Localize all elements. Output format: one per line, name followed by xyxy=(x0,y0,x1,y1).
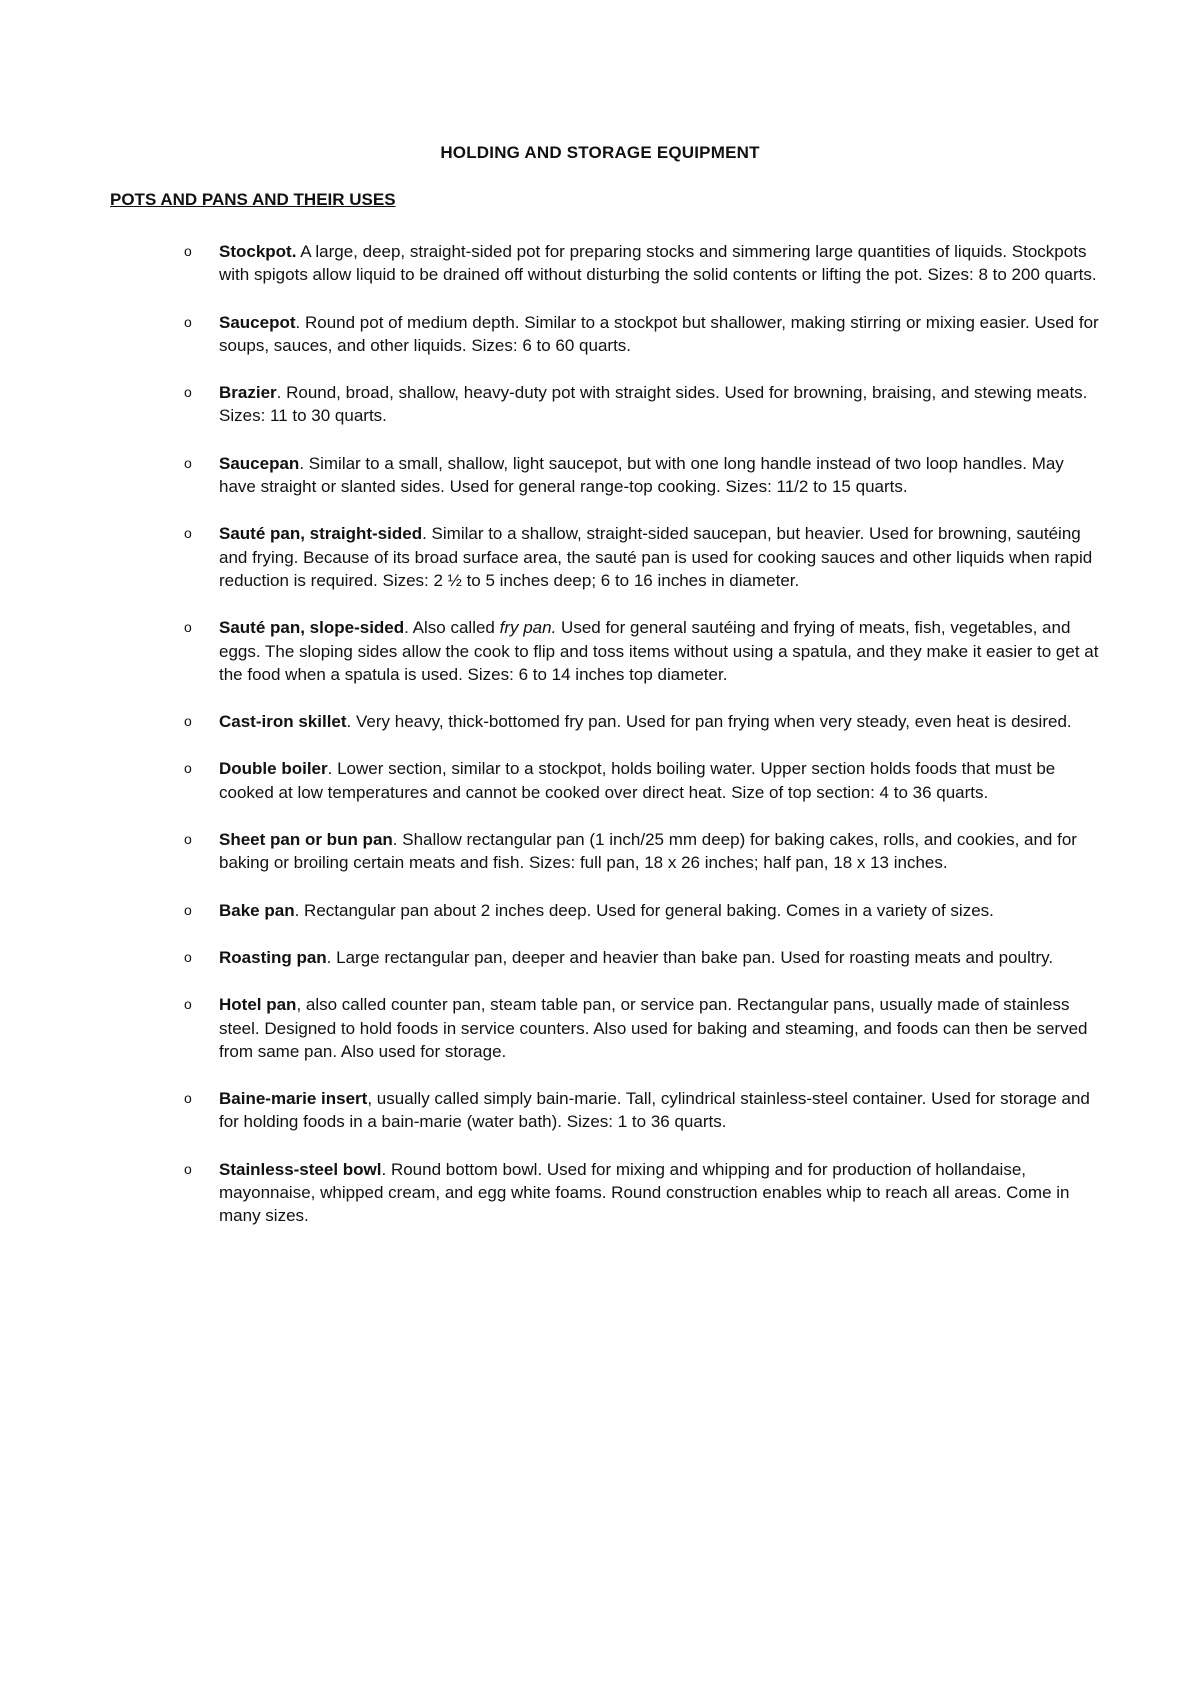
item-term: Sauté pan, slope-sided xyxy=(219,618,405,638)
item-term: Bake pan xyxy=(219,900,295,920)
list-item xyxy=(0,240,1099,287)
list-item xyxy=(0,522,1099,592)
item-description: A large, deep, straight-sided pot for preparing stocks and simmering large quantities of liquids. Stockpots with spigots allow liquid to be drained off without disturbing the solid contents or lifting the pot. Sizes: 8 to 200 quarts. xyxy=(219,242,1097,285)
item-term: Sheet pan or bun pan xyxy=(219,830,393,850)
list-item xyxy=(0,381,1099,428)
item-description: . Large rectangular pan, deeper and heavier than bake pan. Used for roasting meats and poultry. xyxy=(326,947,1054,967)
list-item xyxy=(0,1087,1099,1134)
list-item xyxy=(0,311,1099,358)
item-term: Hotel pan xyxy=(219,995,297,1015)
list-item xyxy=(0,899,1099,922)
list-item xyxy=(0,616,1099,686)
item-description: . Shallow rectangular pan (1 inch/25 mm deep) for baking cakes, rolls, and cookies, and for baking or broiling certain meats and fish. Sizes: full pan, 18 x 26 inches; half pan, 18 x 13 inches. xyxy=(219,830,1077,873)
item-term: Cast-iron skillet xyxy=(219,712,347,732)
item-italic-term: fry pan. xyxy=(499,618,557,638)
item-description: . Very heavy, thick-bottomed fry pan. Used for pan frying when very steady, even heat is desired. xyxy=(346,712,1072,732)
item-description: . Round pot of medium depth. Similar to a stockpot but shallower, making stirring or mixing easier. Used for soups, sauces, and other liquids. Sizes: 6 to 60 quarts. xyxy=(219,312,1099,355)
item-term: Double boiler xyxy=(219,759,328,779)
item-term: Sauté pan, straight-sided xyxy=(219,524,423,544)
item-term: Brazier xyxy=(219,383,277,403)
section-heading: POTS AND PANS AND THEIR USES xyxy=(110,190,396,209)
item-description: . Also called xyxy=(404,618,500,638)
item-description: . Rectangular pan about 2 inches deep. Used for general baking. Comes in a variety of sizes. xyxy=(294,900,994,920)
bullet-icon: o xyxy=(184,713,192,730)
list-item xyxy=(0,452,1099,499)
list-item xyxy=(0,828,1099,875)
item-description: . Round bottom bowl. Used for mixing and whipping and for production of hollandaise, mayonnaise, whipped cream, and egg white foams. Round construction enables whip to reach all areas. Come in many sizes. xyxy=(219,1159,1070,1226)
bullet-icon: o xyxy=(184,901,192,918)
list-item xyxy=(0,946,1099,969)
list-item xyxy=(0,993,1099,1063)
bullet-icon: o xyxy=(184,619,192,636)
item-term: Saucepot xyxy=(219,312,296,332)
bullet-icon: o xyxy=(184,313,192,330)
item-term: Saucepan xyxy=(219,453,300,473)
item-term: Stockpot. xyxy=(219,242,297,261)
item-term: Stainless-steel bowl xyxy=(219,1159,382,1179)
bullet-icon: o xyxy=(184,831,192,848)
item-description: . Lower section, similar to a stockpot, holds boiling water. Upper section holds foods that must be cooked at low temperatures and cannot be cooked over direct heat. Size of top section: 4 to 36 quarts. xyxy=(219,759,1056,802)
bullet-icon: o xyxy=(184,996,192,1013)
item-description: . Similar to a small, shallow, light saucepot, but with one long handle instead of two loop handles. May have straight or slanted sides. Used for general range-top cooking. Sizes: 11/2 to 15 quarts. xyxy=(219,453,1064,497)
item-term: Baine-marie insert xyxy=(219,1089,368,1109)
bullet-icon: o xyxy=(184,384,192,401)
bullet-icon: o xyxy=(184,948,192,965)
document-title: HOLDING AND STORAGE EQUIPMENT xyxy=(440,143,760,162)
list-item xyxy=(0,1158,1099,1228)
item-description: , usually called simply bain-marie. Tall, cylindrical stainless-steel container. Used for storage and for holding foods in a bain-marie (water bath). Sizes: 1 to 36 quarts. xyxy=(219,1089,1090,1132)
bullet-icon: o xyxy=(184,760,192,777)
bullet-icon: o xyxy=(184,1090,192,1107)
item-description-continued: Used for general sautéing and frying of meats, fish, vegetables, and eggs. The sloping sides allow the cook to flip and toss items without using a spatula, and they make it easier to get at the food when a spatula is used. Sizes: 6 to 14 inches top diameter. xyxy=(219,618,1099,684)
item-description: . Round, broad, shallow, heavy-duty pot with straight sides. Used for browning, braising, and stewing meats. Sizes: 11 to 30 quarts. xyxy=(219,383,1088,426)
item-description: . Similar to a shallow, straight-sided saucepan, but heavier. Used for browning, sautéing and frying. Because of its broad surface area, the sauté pan is used for cooking sauces and other liquids when rapid reduction is required. Sizes: 2 ½ to 5 inches deep; 6 to 16 inches in diameter. xyxy=(219,524,1093,590)
bullet-icon: o xyxy=(184,1160,192,1177)
list-item xyxy=(0,757,1099,804)
equipment-list xyxy=(0,240,1200,1252)
item-description: , also called counter pan, steam table pan, or service pan. Rectangular pans, usually made of stainless steel. Designed to hold foods in service counters. Also used for baking and steaming, and foods can then be served from same pan. Also used for storage. xyxy=(219,995,1088,1061)
bullet-icon: o xyxy=(184,243,192,259)
list-item xyxy=(0,710,1099,733)
bullet-icon: o xyxy=(184,525,192,542)
bullet-icon: o xyxy=(184,454,192,471)
item-term: Roasting pan xyxy=(219,947,327,967)
